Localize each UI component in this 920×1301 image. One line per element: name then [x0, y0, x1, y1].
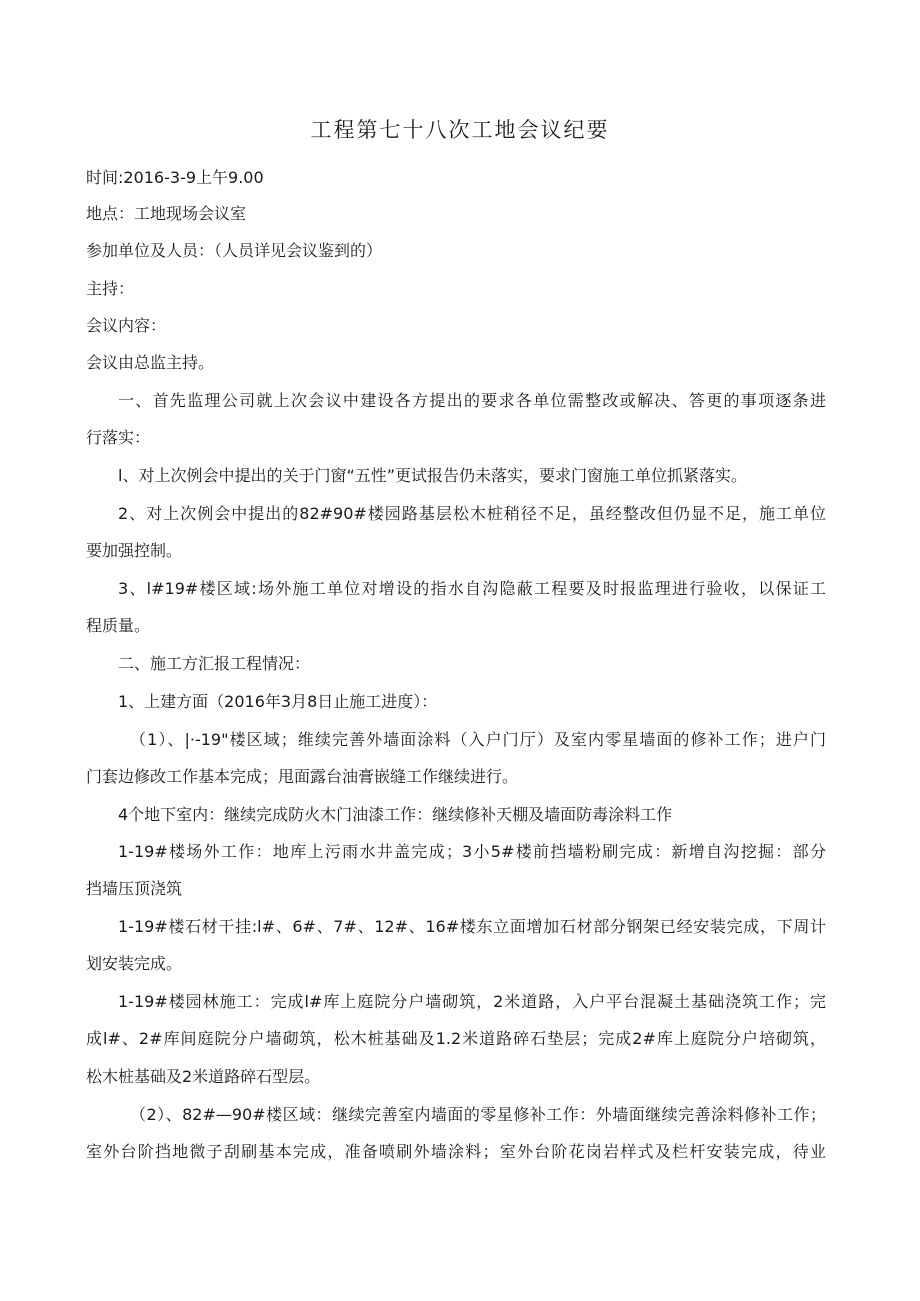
- meeting-time: 时间:2016-3-9上午9.00: [86, 168, 264, 187]
- paragraph-line: 要加强控制。: [86, 541, 183, 560]
- paragraph-line: 1-19#楼园林施工：完成l#库上庭院分户墙砌筑，2米道路，入户平台混凝土基础浇筑工作；完: [118, 992, 826, 1011]
- paragraph-line: 行落实：: [86, 428, 151, 447]
- paragraph-line: 2、对上次例会中提出的82#90#楼园路基层松木桩稍径不足，虽经整改但仍显不足，施工单位: [118, 504, 826, 523]
- meeting-attendees: 参加单位及人员：（人员详见会议鉴到的）: [86, 241, 383, 260]
- section-heading: 二、施工方汇报工程情况：: [118, 654, 311, 673]
- paragraph-line: 1-19#楼场外工作：地库上污雨水井盖完成；3小5#楼前挡墙粉刷完成：新增自沟挖掘：部分: [118, 842, 826, 861]
- document-title: 工程第七十八次工地会议纪要: [310, 118, 610, 142]
- meeting-chaired: 会议由总监主持。: [86, 353, 215, 372]
- meeting-content-label: 会议内容：: [86, 316, 167, 335]
- paragraph-line: 门套边修改工作基本完成；甩面露台油膏嵌缝工作继续进行。: [86, 767, 519, 786]
- paragraph-line: 成l#、2#库间庭院分户墙砌筑，松木桩基础及1.2米道路碎石垫层；完成2#库上庭院分户培砌筑，: [86, 1029, 826, 1048]
- paragraph-line: 1-19#楼石材干挂:l#、6#、7#、12#、16#楼东立面增加石材部分钢架已经安装完成，下周计: [118, 917, 826, 936]
- meeting-host: 主持：: [86, 279, 135, 298]
- paragraph-line: 一、首先监理公司就上次会议中建设各方提出的要求各单位需整改或解决、答更的事项逐条进: [118, 391, 826, 410]
- paragraph-line: 挡墙压顶浇筑: [86, 879, 183, 898]
- paragraph-line: （2）、82#—90#楼区域：继续完善室内墙面的零星修补工作：外墙面继续完善涂料修补工作；: [130, 1105, 826, 1124]
- meeting-place: 地点：工地现场会议室: [86, 204, 247, 223]
- paragraph-line: 程质量。: [86, 616, 151, 635]
- paragraph-line: 1、上建方面（2016年3月8日止施工进度）：: [118, 692, 438, 711]
- paragraph-line: 划安装完成。: [86, 954, 183, 973]
- paragraph-line: 松木桩基础及2米道路碎石型层。: [86, 1067, 321, 1086]
- paragraph-line: l、对上次例会中提出的关于门窗“五性”更试报告仍未落实，要求门窗施工单位抓紧落实。: [118, 466, 748, 485]
- paragraph-line: （1）、|·-19"楼区域；维续完善外墙面涂料（入户门厅）及室内零星墙面的修补工作；进户门: [130, 730, 826, 749]
- paragraph-line: 4个地下室内：继续完成防火木门油漆工作：继续修补天棚及墙面防毒涂料工作: [118, 805, 673, 824]
- paragraph-line: 室外台阶挡地微子刮刷基本完成，准备喷刷外墙涂料；室外台阶花岗岩样式及栏杆安装完成，待业: [86, 1142, 826, 1161]
- paragraph-line: 3、l#19#楼区域:场外施工单位对增设的指水自沟隐蔽工程要及时报监理进行验收，以保证工: [118, 579, 826, 598]
